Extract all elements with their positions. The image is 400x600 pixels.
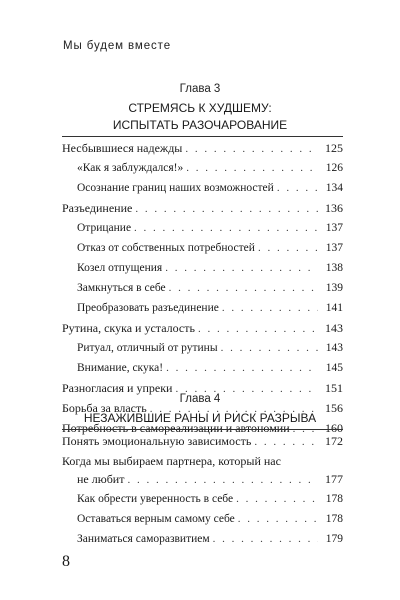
toc-entry-title: Преобразовать разъединение [77, 302, 219, 314]
toc-entry-title: Внимание, скука! [77, 362, 164, 374]
toc-entry[interactable] [62, 339, 343, 357]
dot-leader [165, 259, 318, 277]
toc-entry[interactable] [62, 299, 343, 317]
toc-entry-page: 138 [325, 262, 343, 274]
toc-entry-title: Ритуал, отличный от рутины [77, 342, 218, 354]
toc-entry-page: 145 [325, 362, 343, 374]
chapter-3-title-line-2: ИСПЫТАТЬ РАЗОЧАРОВАНИЕ [112, 118, 288, 132]
toc-entry[interactable] [62, 219, 343, 237]
chapter-3-rule [62, 136, 343, 137]
toc-entry[interactable] [62, 510, 343, 528]
toc-entry-page: 141 [325, 302, 343, 314]
toc-entry[interactable] [62, 179, 343, 197]
toc-entry[interactable] [62, 359, 343, 377]
page-number: 8 [62, 553, 70, 570]
toc-entry[interactable] [62, 490, 343, 508]
chapter-4-rule [62, 429, 343, 430]
toc-entry[interactable] [62, 432, 343, 450]
dot-leader [277, 179, 318, 197]
toc-entry[interactable] [62, 319, 343, 337]
toc-entry[interactable] [62, 139, 343, 157]
toc-entry-title-line-1: Когда мы выбираем партнера, который нас [62, 454, 281, 468]
toc-entry-title: Оставаться верным самому себе [77, 513, 235, 525]
toc-entry[interactable] [62, 159, 343, 177]
dot-leader [221, 339, 318, 357]
toc-entry[interactable] [62, 199, 343, 217]
toc-entry[interactable] [62, 239, 343, 257]
toc-entry-page: 156 [325, 401, 343, 415]
toc-entry-page: 126 [325, 162, 343, 174]
toc-entry-page: 178 [325, 493, 343, 505]
toc-entry-title: Козел отпущения [77, 262, 163, 274]
toc-entry-page: 125 [325, 141, 343, 155]
chapter-3-number: Глава 3 [179, 83, 221, 95]
dot-leader [186, 159, 318, 177]
toc-entry[interactable] [62, 452, 343, 488]
dot-leader [127, 471, 318, 489]
toc-entry-title: Разногласия и упреки [62, 381, 173, 395]
toc-entry-page: 151 [325, 381, 343, 395]
toc-entry-title-line-2: не любит [77, 472, 125, 486]
toc-entry-title: Борьба за власть [62, 401, 147, 415]
dot-leader [213, 530, 318, 548]
toc-entry-title: «Как я заблуждался!» [77, 162, 184, 174]
dot-leader [134, 219, 318, 237]
toc-entry-title: Как обрести уверенность в себе [77, 493, 234, 505]
toc-entry-page: 134 [325, 182, 343, 194]
toc-entry-page: 160 [325, 421, 343, 435]
toc-entry-title: Понять эмоциональную зависимость [62, 434, 252, 448]
dot-leader [135, 200, 318, 218]
toc-entry-title: Замкнуться в себе [77, 282, 166, 294]
dot-leader [185, 140, 318, 158]
toc-entry-title: Осознание границ наших возможностей [77, 182, 274, 194]
dot-leader [198, 320, 318, 338]
toc-entry[interactable] [62, 259, 343, 277]
chapter-4-number: Глава 4 [179, 393, 221, 405]
dot-leader [169, 279, 318, 297]
dot-leader [166, 359, 318, 377]
dot-leader [238, 510, 318, 528]
toc-entry-page: 179 [325, 533, 343, 545]
dot-leader [254, 433, 318, 451]
toc-entry-page: 143 [325, 321, 343, 335]
toc-entry-page: 178 [325, 513, 343, 525]
dot-leader [222, 299, 318, 317]
toc-entry-page: 137 [325, 242, 343, 254]
toc-entry-title: Потребность в самореализации и автономии [62, 421, 290, 435]
toc-entry-title: Несбывшиеся надежды [62, 141, 183, 155]
toc-entry-title: Отрицание [77, 222, 132, 234]
toc-entry-page: 172 [325, 434, 343, 448]
toc-entry-title: Отказ от собственных потребностей [77, 242, 255, 254]
toc-entry-continuation [62, 470, 343, 488]
toc-entry-page: 143 [325, 342, 343, 354]
toc-entry[interactable] [62, 530, 343, 548]
toc-entry-page: 139 [325, 282, 343, 294]
chapter-4-toc [62, 432, 343, 550]
dot-leader [236, 490, 318, 508]
toc-entry-page: 177 [325, 472, 343, 486]
toc-entry-page: 137 [325, 222, 343, 234]
toc-entry-page: 136 [325, 201, 343, 215]
chapter-4-title: НЕЗАЖИВШИЕ РАНЫ И РИСК РАЗРЫВА [83, 411, 317, 425]
running-head: Мы будем вместе [63, 40, 172, 52]
toc-entry-title: Разъединение [62, 201, 133, 215]
chapter-3-title-line-1: СТРЕМЯСЬ К ХУДШЕМУ: [128, 101, 272, 115]
toc-entry-title: Заниматься саморазвитием [77, 533, 210, 545]
toc-entry-title: Рутина, скука и усталость [62, 321, 195, 335]
dot-leader [258, 239, 318, 257]
toc-entry[interactable] [62, 279, 343, 297]
